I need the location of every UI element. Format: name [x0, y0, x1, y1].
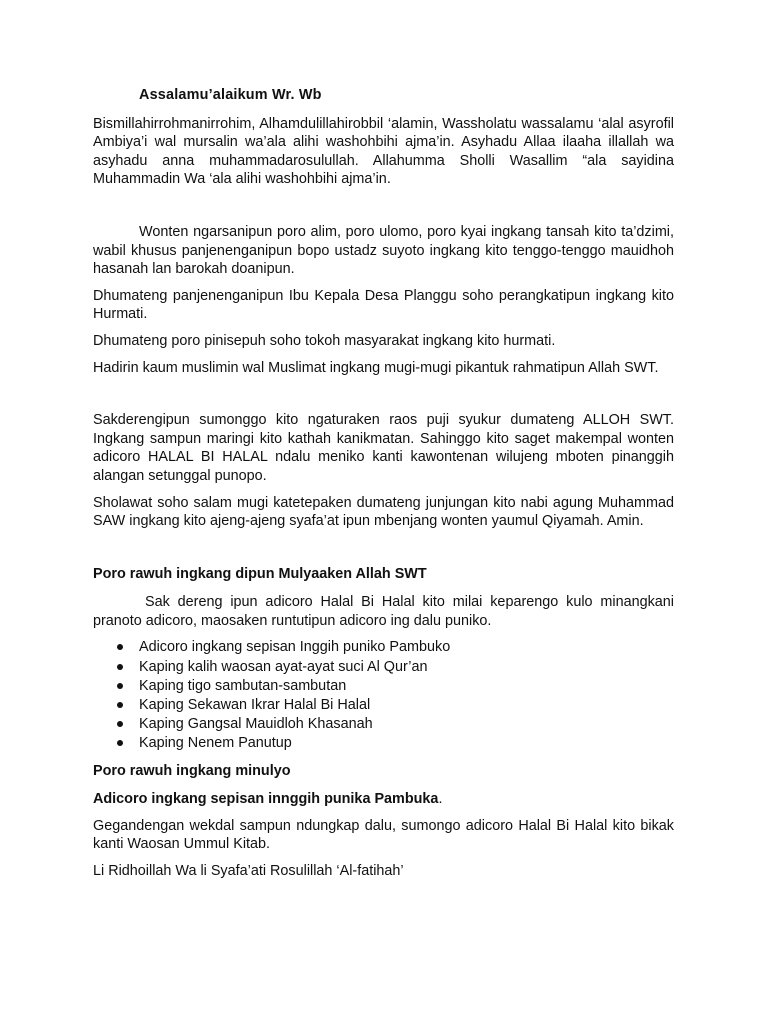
opening-paragraph: Bismillahirrohmanirrohim, Alhamdulillahirobbil ‘alamin, Wassholatu wassalamu ‘alal asyrofil Ambiya’i wal mursalin wa’ala alihi washohbihi ajma’in. Asyhadu Allaa ilaaha illallah wa asyhadu anna muhammadarosulullah. Allahumma Sholli Wasallim “ala sayidina Muhammadin Wa ‘ala alihi washohbihi ajma’in. — [93, 115, 674, 188]
heading-mulyaaken: Poro rawuh ingkang dipun Mulyaaken Allah SWT — [93, 565, 427, 582]
respect-ulama-paragraph: Wonten ngarsanipun poro alim, poro ulomo, poro kyai ingkang tansah kito ta’dzimi, wabil khusus panjenenganipun bopo ustadz suyoto ingkang kito tenggo-tenggo mauidhoh hasanah lan barokah doanipun. — [93, 223, 674, 278]
agenda-item-label: Kaping kalih waosan ayat-ayat suci Al Qur’an — [139, 658, 428, 675]
agenda-item — [117, 677, 674, 696]
gegandengan-paragraph: Gegandengan wekdal sampun ndungkap dalu, sumongo adicoro Halal Bi Halal kito bikak kanti Waosan Ummul Kitab. — [93, 817, 674, 853]
agenda-item — [117, 715, 674, 734]
agenda-item-label: Adicoro ingkang sepisan Inggih puniko Pambuko — [139, 639, 451, 656]
agenda-item-label: Kaping Nenem Panutup — [139, 735, 292, 752]
heading-pambuka-line — [93, 790, 674, 809]
pranoto-paragraph: Sak dereng ipun adicoro Halal Bi Halal kito milai keparengo kulo minangkani pranoto adicoro, maosaken runtutipun adicoro ing dalu puniko. — [93, 594, 674, 629]
respect-hadirin-paragraph: Hadirin kaum muslimin wal Muslimat ingkang mugi-mugi pikantuk rahmatipun Allah SWT. — [93, 359, 659, 376]
bullet-icon — [117, 644, 123, 650]
agenda-item-label: Kaping Sekawan Ikrar Halal Bi Halal — [139, 697, 371, 714]
heading-pambuka: Adicoro ingkang sepisan innggih punika Pambuka — [93, 791, 439, 808]
syukur-paragraph: Sakderengipun sumonggo kito ngaturaken raos puji syukur dumateng ALLOH SWT. Ingkang sampun maringi kito kathah kanikmatan. Sahinggo kito saget makempal wonten adicoro HALAL BI HALAL ndalu meniko kanti kawontenan wilujeng mboten pinanggih alangan setunggal punopo. — [93, 412, 674, 484]
sholawat-paragraph: Sholawat soho salam mugi katetepaken dumateng junjungan kito nabi agung Muhammad SAW ingkang kito ajeng-ajeng syafa’at ipun mbenjang wonten yaumul Qiyamah. Amin. — [93, 494, 674, 530]
agenda-item — [117, 638, 674, 657]
bullet-icon — [117, 702, 123, 708]
heading-pambuka-period: . — [438, 791, 443, 808]
agenda-item — [117, 734, 674, 753]
respect-kades-paragraph: Dhumateng panjenenganipun Ibu Kepala Desa Planggu soho perangkatipun ingkang kito Hurmati. — [93, 287, 674, 323]
fatihah-paragraph: Li Ridhoillah Wa li Syafa’ati Rosulillah ‘Al-fatihah’ — [93, 863, 404, 880]
agenda-list — [93, 638, 674, 753]
agenda-item — [117, 658, 674, 677]
bullet-icon — [117, 740, 123, 746]
agenda-item-label: Kaping tigo sambutan-sambutan — [139, 677, 347, 694]
greeting-heading: Assalamu’alaikum Wr. Wb — [139, 87, 322, 103]
respect-sesepuh-paragraph: Dhumateng poro pinisepuh soho tokoh masyarakat ingkang kito hurmati. — [93, 332, 556, 349]
bullet-icon — [117, 721, 123, 727]
heading-minulyo: Poro rawuh ingkang minulyo — [93, 762, 291, 779]
bullet-icon — [117, 683, 123, 689]
agenda-item-label: Kaping Gangsal Mauidloh Khasanah — [139, 716, 373, 733]
bullet-icon — [117, 664, 123, 670]
agenda-item — [117, 696, 674, 715]
